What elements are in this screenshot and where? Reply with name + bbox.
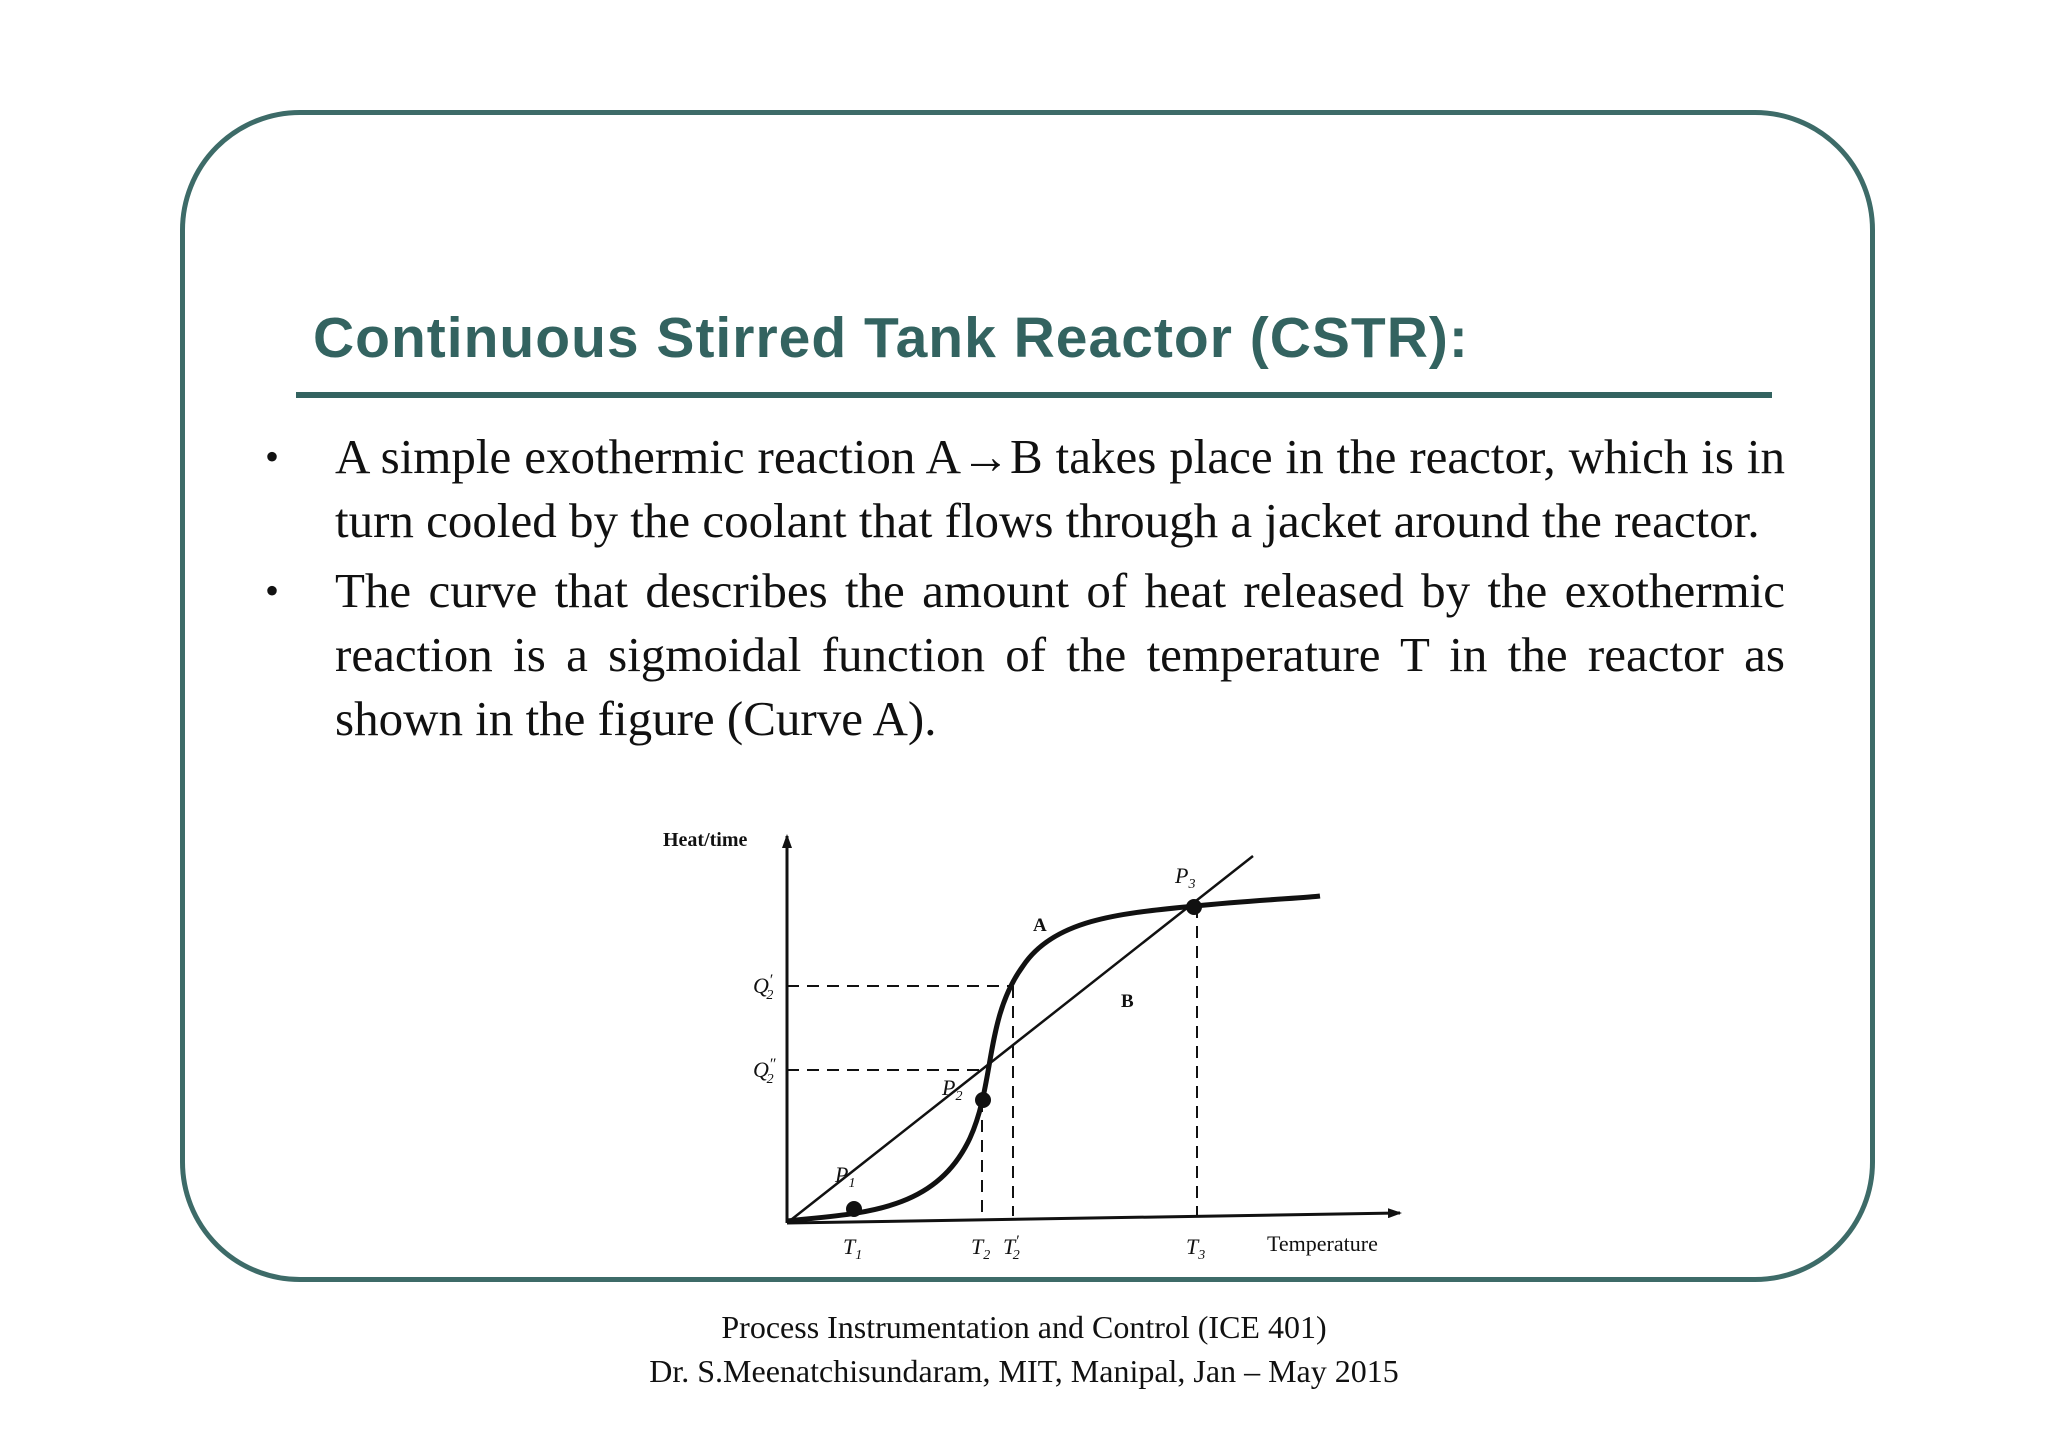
point-p2: [975, 1092, 991, 1108]
y-axis-label: Heat/time: [663, 829, 748, 851]
bullet-item-2: [255, 559, 1785, 751]
t3-label: $T_3$: [1186, 1234, 1206, 1263]
bullet-text-2: The curve that describes the amount of heat released by the exothermic reaction is a sigmoidal function of the temperature T in the reactor as shown in the figure (Curve A).: [335, 563, 1785, 746]
point-p3: [1186, 899, 1202, 915]
p1-label: $P_1$: [835, 1162, 856, 1191]
t1-label: $T_1$: [843, 1234, 863, 1263]
q2-double-prime-label: Q″ 2: [753, 1056, 776, 1087]
t2-prime-label: T′ 2: [1003, 1233, 1020, 1263]
title-underline: [296, 392, 1772, 398]
p2-label: $P_2$: [942, 1075, 963, 1104]
footer-author: Dr. S.Meenatchisundaram, MIT, Manipal, Jan – May 2015: [649, 1353, 1399, 1389]
bullet-marker: •: [265, 434, 280, 479]
p3-label: $P_3$: [1175, 863, 1196, 892]
curve-a-label: A: [1033, 915, 1047, 936]
bullet-marker: •: [265, 568, 280, 613]
line-b-label: B: [1121, 991, 1134, 1012]
bullet-text-1: A simple exothermic reaction A→B takes place in the reactor, which is in turn cooled by the coolant that flows through a jacket around the reactor.: [335, 429, 1785, 548]
x-axis-label: Temperature: [1267, 1231, 1378, 1256]
x-axis: [787, 1213, 1400, 1223]
curve-a: [787, 896, 1320, 1221]
line-b: [787, 856, 1253, 1223]
t2-label: $T_2$: [971, 1234, 991, 1263]
footer-course: Process Instrumentation and Control (ICE 401): [721, 1309, 1327, 1345]
slide-title: Continuous Stirred Tank Reactor (CSTR):: [313, 306, 1469, 370]
point-p1: [846, 1201, 862, 1217]
bullet-item-1: [255, 425, 1785, 553]
bullet-list: [255, 425, 1785, 757]
q2-prime-label: Q′ 2: [753, 972, 774, 1003]
heat-temperature-figure: [655, 818, 1430, 1273]
